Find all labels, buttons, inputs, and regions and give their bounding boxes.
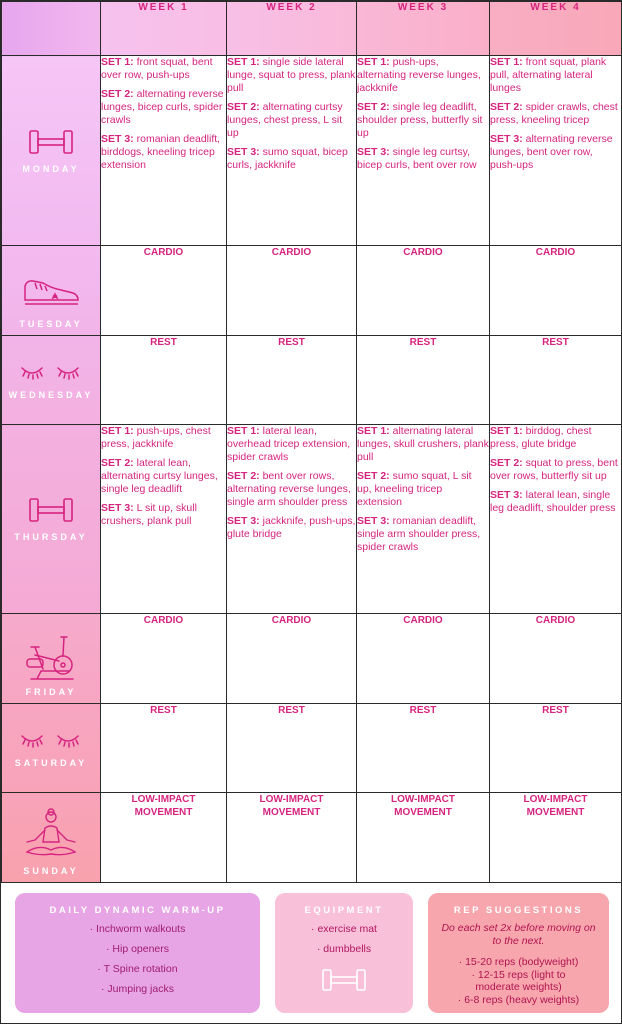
saturday-label: SATURDAY bbox=[14, 758, 88, 768]
thursday-w4-set2: squat to press, bent over rows, butterfly sit up bbox=[490, 457, 618, 482]
thursday-w4-set1: birddog, chest press, glute bridge bbox=[490, 425, 592, 450]
friday-week-1: CARDIO bbox=[101, 614, 227, 704]
tuesday-label: TUESDAY bbox=[19, 319, 83, 329]
exercise-bike-icon bbox=[23, 633, 79, 685]
sunday-label: SUNDAY bbox=[23, 866, 79, 876]
sneaker-icon bbox=[21, 274, 81, 308]
week-3-header: WEEK 3 bbox=[357, 2, 490, 56]
header-corner bbox=[2, 2, 101, 56]
equipment-title: EQUIPMENT bbox=[304, 905, 384, 916]
sunday-day-cell bbox=[2, 793, 101, 883]
warmup-box bbox=[15, 893, 260, 1013]
thursday-day-cell bbox=[2, 425, 101, 614]
warmup-title: DAILY DYNAMIC WARM-UP bbox=[49, 905, 226, 916]
dumbbell-icon bbox=[26, 128, 76, 156]
thursday-w2-set2: bent over rows, alternating reverse lunges, single arm shoulder press bbox=[227, 470, 351, 508]
monday-week-3: SET 1: push-ups, alternating reverse lunges, jackknife SET 2: single leg deadlift, shoulder press, butterfly sit up SET 3: single leg curtsy, bicep curls, bent over row bbox=[357, 56, 490, 246]
tuesday-row bbox=[2, 246, 622, 336]
rep-suggestions-box bbox=[428, 893, 609, 1013]
monday-w1-set3: romanian deadlift, birddogs, kneeling tricep extension bbox=[101, 133, 221, 171]
thursday-row bbox=[2, 425, 622, 614]
monday-w2-set3: sumo squat, bicep curls, jackknife bbox=[227, 146, 348, 171]
tuesday-day-cell bbox=[2, 246, 101, 336]
wednesday-label: WEDNESDAY bbox=[8, 390, 94, 400]
saturday-day-cell bbox=[2, 704, 101, 793]
equipment-item: · dumbbells bbox=[316, 943, 372, 955]
wednesday-row bbox=[2, 336, 622, 425]
dumbbell-icon bbox=[319, 967, 369, 993]
thursday-week-3: SET 1: alternating lateral lunges, skull crushers, plank pull SET 2: sumo squat, L sit up, kneeling tricep extension SET 3: romanian deadlift, single arm shoulder press, spider crawls bbox=[357, 425, 490, 614]
thursday-label: THURSDAY bbox=[14, 532, 88, 542]
saturday-week-1: REST bbox=[101, 704, 227, 793]
monday-week-2: SET 1: single side lateral lunge, squat to press, plank pull SET 2: alternating curtsy lunges, chest press, L sit up SET 3: sumo squat, bicep curls, jackknife bbox=[227, 56, 357, 246]
thursday-week-1: SET 1: push-ups, chest press, jackknife SET 2: lateral lean, alternating curtsy lunges, single leg deadlift SET 3: L sit up, skull crushers, plank pull bbox=[101, 425, 227, 614]
saturday-row bbox=[2, 704, 622, 793]
monday-label: MONDAY bbox=[22, 163, 80, 174]
thursday-w3-set1: alternating lateral lunges, skull crushers, plank pull bbox=[357, 425, 489, 463]
thursday-w1-set1: push-ups, chest press, jackknife bbox=[101, 425, 211, 450]
warmup-item: · Hip openers bbox=[105, 943, 170, 955]
week-1-header: WEEK 1 bbox=[101, 2, 227, 56]
reps-title: REP SUGGESTIONS bbox=[453, 905, 584, 916]
wednesday-week-4: REST bbox=[490, 336, 622, 425]
warmup-item: · T Spine rotation bbox=[97, 963, 178, 975]
meditation-icon bbox=[19, 808, 83, 868]
monday-w3-set2: single leg deadlift, shoulder press, butterfly sit up bbox=[357, 101, 483, 139]
monday-w3-set1: push-ups, alternating reverse lunges, jackknife bbox=[357, 56, 481, 94]
tuesday-week-2: CARDIO bbox=[227, 246, 357, 336]
friday-week-2: CARDIO bbox=[227, 614, 357, 704]
reps-note: Do each set 2x before moving on to the next. bbox=[441, 922, 596, 947]
week-header-row bbox=[2, 2, 622, 56]
friday-row bbox=[2, 614, 622, 704]
thursday-w2-set1: lateral lean, overhead tricep extension, spider crawls bbox=[227, 425, 351, 463]
tuesday-week-4: CARDIO bbox=[490, 246, 622, 336]
closed-eyes-icon bbox=[16, 728, 86, 750]
reps-item: · 6-8 reps (heavy weights) bbox=[457, 993, 580, 1006]
monday-w1-set1: front squat, bent over row, push-ups bbox=[101, 56, 213, 81]
monday-week-4: SET 1: front squat, plank pull, alternating lateral lunges SET 2: spider crawls, chest press, kneeling tricep SET 3: alternating reverse lunges, bent over row, push-ups bbox=[490, 56, 622, 246]
week-2-header: WEEK 2 bbox=[227, 2, 357, 56]
monday-w4-set1: front squat, plank pull, alternating lateral lunges bbox=[490, 56, 607, 94]
sunday-week-2: LOW-IMPACT MOVEMENT bbox=[227, 793, 357, 883]
thursday-w1-set3: L sit up, skull crushers, plank pull bbox=[101, 502, 197, 527]
sunday-row bbox=[2, 793, 622, 883]
thursday-w3-set2: sumo squat, L sit up, kneeling tricep extension bbox=[357, 470, 472, 508]
dumbbell-icon bbox=[26, 496, 76, 524]
tuesday-week-3: CARDIO bbox=[357, 246, 490, 336]
monday-w2-set1: single side lateral lunge, squat to press, plank pull bbox=[227, 56, 356, 94]
thursday-w2-set3: jackknife, push-ups, glute bridge bbox=[227, 515, 356, 540]
wednesday-week-3: REST bbox=[357, 336, 490, 425]
thursday-week-4: SET 1: birddog, chest press, glute bridge SET 2: squat to press, bent over rows, butterfly sit up SET 3: lateral lean, single leg deadlift, shoulder press bbox=[490, 425, 622, 614]
monday-w4-set3: alternating reverse lunges, bent over row, push-ups bbox=[490, 133, 613, 171]
wednesday-week-2: REST bbox=[227, 336, 357, 425]
equipment-box bbox=[275, 893, 413, 1013]
friday-week-3: CARDIO bbox=[357, 614, 490, 704]
saturday-week-2: REST bbox=[227, 704, 357, 793]
wednesday-day-cell bbox=[2, 336, 101, 425]
thursday-w4-set3: lateral lean, single leg deadlift, shoulder press bbox=[490, 489, 616, 514]
sunday-week-1: LOW-IMPACT MOVEMENT bbox=[101, 793, 227, 883]
saturday-week-4: REST bbox=[490, 704, 622, 793]
footer-info bbox=[1, 883, 621, 1023]
saturday-week-3: REST bbox=[357, 704, 490, 793]
monday-week-1: SET 1: front squat, bent over row, push-ups SET 2: alternating reverse lunges, bicep curls, spider crawls SET 3: romanian deadlift, birddogs, kneeling tricep extension bbox=[101, 56, 227, 246]
week-4-header: WEEK 4 bbox=[490, 2, 622, 56]
monday-day-cell bbox=[2, 56, 101, 246]
monday-w3-set3: single leg curtsy, bicep curls, bent over row bbox=[357, 146, 477, 171]
thursday-w1-set2: lateral lean, alternating curtsy lunges, single leg deadlift bbox=[101, 457, 218, 495]
workout-schedule-table bbox=[1, 1, 622, 883]
closed-eyes-icon bbox=[16, 360, 86, 382]
monday-w2-set2: alternating curtsy lunges, chest press, L sit up bbox=[227, 101, 343, 139]
sunday-week-4: LOW-IMPACT MOVEMENT bbox=[490, 793, 622, 883]
friday-week-4: CARDIO bbox=[490, 614, 622, 704]
warmup-item: · Inchworm walkouts bbox=[89, 923, 186, 935]
equipment-item: · exercise mat bbox=[311, 923, 377, 935]
warmup-item: · Jumping jacks bbox=[101, 983, 174, 995]
monday-w4-set2: spider crawls, chest press, kneeling tricep bbox=[490, 101, 618, 126]
friday-label: FRIDAY bbox=[25, 687, 77, 697]
thursday-week-2: SET 1: lateral lean, overhead tricep extension, spider crawls SET 2: bent over rows, alternating reverse lunges, single arm shoulder press SET 3: jackknife, push-ups, glute bridge bbox=[227, 425, 357, 614]
sunday-week-3: LOW-IMPACT MOVEMENT bbox=[357, 793, 490, 883]
friday-day-cell bbox=[2, 614, 101, 704]
reps-item: · 15-20 reps (bodyweight) bbox=[458, 956, 579, 968]
monday-w1-set2: alternating reverse lunges, bicep curls, spider crawls bbox=[101, 88, 224, 126]
thursday-w3-set3: romanian deadlift, single arm shoulder press, spider crawls bbox=[357, 515, 481, 553]
wednesday-week-1: REST bbox=[101, 336, 227, 425]
tuesday-week-1: CARDIO bbox=[101, 246, 227, 336]
reps-item: · 12-15 reps (light to moderate weights) bbox=[471, 968, 566, 993]
monday-row bbox=[2, 56, 622, 246]
